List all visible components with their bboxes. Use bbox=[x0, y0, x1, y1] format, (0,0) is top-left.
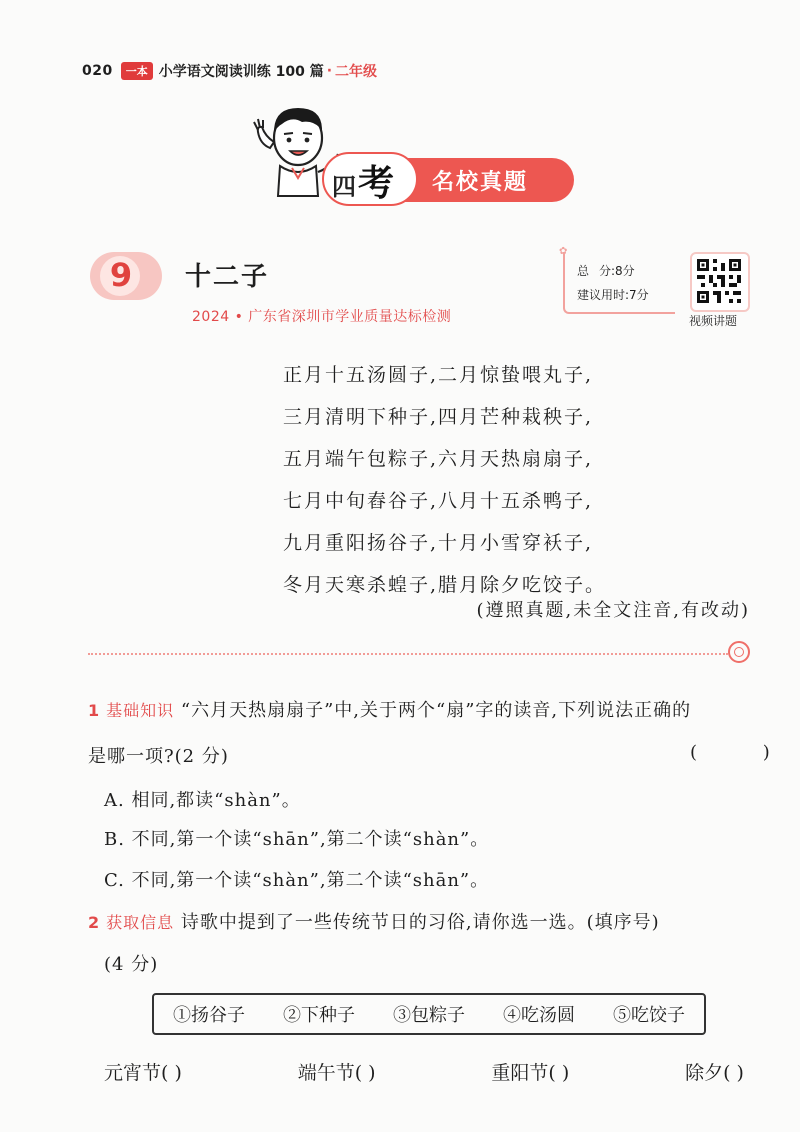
question-number: 1 bbox=[88, 701, 101, 720]
option-c[interactable]: C. 不同,第一个读“shàn”,第二个读“shān”。 bbox=[104, 870, 490, 891]
question-number: 2 bbox=[88, 913, 101, 932]
qr-label: 视频讲题 bbox=[689, 314, 738, 328]
question-text: “六月天热扇扇子”中,关于两个“扇”字的读音,下列说法正确的 bbox=[180, 700, 692, 721]
poem-line: 三月清明下种子,四月芒种栽秧子, bbox=[283, 406, 594, 428]
question-category: 基础知识 bbox=[106, 701, 175, 720]
festival-blank[interactable]: 除夕( ) bbox=[685, 1062, 744, 1084]
poem-line: 七月中旬舂谷子,八月十五杀鸭子, bbox=[283, 490, 594, 512]
question-2 bbox=[88, 908, 660, 934]
score-label: 总 bbox=[577, 264, 590, 278]
book-title: 小学语文阅读训练 100 篇 bbox=[158, 64, 324, 80]
source-note: (遵照真题,未全文注音,有改动) bbox=[476, 600, 750, 621]
festival-blanks bbox=[104, 1058, 744, 1085]
section-banner bbox=[322, 152, 578, 210]
poem-line: 九月重阳扬谷子,十月小雪穿袄子, bbox=[283, 532, 594, 554]
question-points: (4 分) bbox=[104, 954, 159, 975]
lesson-number-badge bbox=[90, 252, 162, 300]
banner-title bbox=[332, 155, 394, 206]
answer-blank[interactable]: ( ) bbox=[690, 742, 800, 763]
option-a[interactable]: A. 相同,都读“shàn”。 bbox=[104, 790, 301, 811]
choice-item: ③包粽子 bbox=[393, 1005, 465, 1026]
festival-blank[interactable]: 重阳节( ) bbox=[491, 1062, 570, 1084]
title-separator: · bbox=[326, 63, 333, 79]
lesson-number: 9 bbox=[109, 256, 133, 294]
page-number: 020 bbox=[82, 63, 113, 79]
poem-line: 正月十五汤圆子,二月惊蛰喂丸子, bbox=[283, 364, 594, 386]
option-b[interactable]: B. 不同,第一个读“shān”,第二个读“shàn”。 bbox=[104, 829, 490, 850]
question-tag bbox=[88, 913, 174, 932]
score-box bbox=[559, 246, 675, 314]
grade-label: 二年级 bbox=[335, 64, 378, 80]
question-category: 获取信息 bbox=[106, 913, 175, 932]
banner-kao: 考 bbox=[358, 163, 395, 204]
poem-line: 五月端午包粽子,六月天热扇扇子, bbox=[283, 448, 594, 470]
question-tag bbox=[88, 701, 174, 720]
qr-code[interactable] bbox=[690, 252, 750, 312]
question-text-cont: 是哪一项?(2 分) bbox=[88, 746, 229, 767]
running-header bbox=[82, 60, 377, 82]
lesson-title: 十二子 bbox=[185, 262, 270, 292]
choice-item: ⑤吃饺子 bbox=[613, 1005, 685, 1026]
poem bbox=[283, 354, 606, 606]
knot-icon: ✿ bbox=[559, 246, 568, 257]
banner-label: 名校真题 bbox=[432, 170, 529, 195]
poem-line: 冬月天寒杀蝗子,腊月除夕吃饺子。 bbox=[283, 574, 607, 596]
lesson-source: 2024 • 广东省深圳市学业质量达标检测 bbox=[192, 309, 452, 325]
banner-num: 四 bbox=[332, 173, 356, 201]
score-value: 分:8分 bbox=[599, 264, 635, 278]
festival-blank[interactable]: 端午节( ) bbox=[297, 1062, 376, 1084]
choice-item: ①扬谷子 bbox=[173, 1005, 245, 1026]
question-1 bbox=[88, 696, 691, 722]
festival-blank[interactable]: 元宵节( ) bbox=[104, 1062, 182, 1084]
question-text: 诗歌中提到了一些传统节日的习俗,请你选一选。(填序号) bbox=[180, 912, 660, 933]
choice-box bbox=[152, 993, 706, 1035]
qr-code-icon bbox=[697, 259, 741, 303]
brand-logo: 一本 bbox=[121, 62, 153, 80]
choice-item: ②下种子 bbox=[283, 1005, 355, 1026]
yarn-ball-icon bbox=[728, 641, 750, 663]
dotted-divider bbox=[88, 653, 728, 655]
choice-item: ④吃汤圆 bbox=[503, 1005, 575, 1026]
suggested-time: 建议用时:7分 bbox=[577, 288, 649, 302]
